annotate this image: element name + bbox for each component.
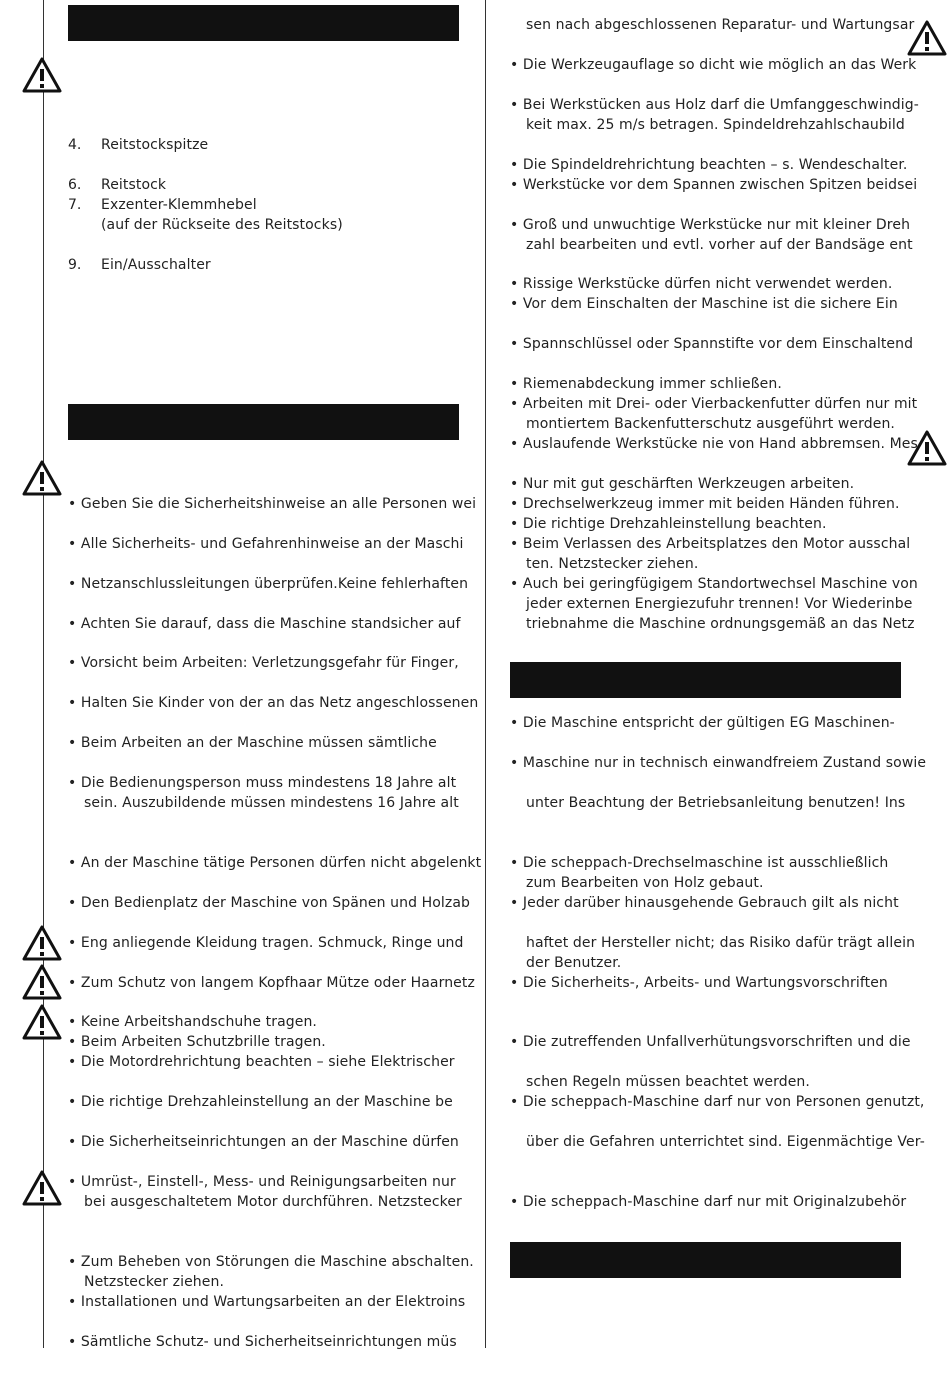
warning-icon	[22, 964, 62, 1000]
column-divider-rule	[485, 0, 486, 1348]
safety-line: • Beim Arbeiten Schutzbrille tragen.	[68, 1034, 326, 1050]
usage-line: • Die scheppach-Maschine darf nur von Personen genutzt,	[510, 1094, 925, 1110]
safety-line: • Beim Arbeiten an der Maschine müssen sämtliche	[68, 735, 437, 751]
part-number: 4.	[68, 137, 82, 153]
warning-icon	[22, 57, 62, 93]
safety-line: • Achten Sie darauf, dass die Maschine standsicher auf	[68, 616, 461, 632]
part-label: (auf der Rückseite des Reitstocks)	[101, 217, 343, 233]
safety-line: • Halten Sie Kinder von der an das Netz angeschlossenen	[68, 695, 479, 711]
part-label: Ein/Ausschalter	[101, 257, 211, 273]
part-label: Exzenter-Klemmhebel	[101, 197, 257, 213]
usage-line: • Die zutreffenden Unfallverhütungsvorschriften und die	[510, 1034, 911, 1050]
safety-line: • Spannschlüssel oder Spannstifte vor dem Einschaltend	[510, 336, 914, 352]
safety-line: • Rissige Werkstücke dürfen nicht verwendet werden.	[510, 276, 893, 292]
usage-line: der Benutzer.	[526, 955, 622, 971]
safety-line: • Drechselwerkzeug immer mit beiden Händen führen.	[510, 496, 900, 512]
usage-line: • Die scheppach-Maschine darf nur mit Originalzubehör	[510, 1194, 907, 1210]
safety-line: • Installationen und Wartungsarbeiten an der Elektroins	[68, 1294, 466, 1310]
section-header-bar	[510, 1242, 901, 1278]
usage-line: • Die Maschine entspricht der gültigen EG Maschinen-	[510, 715, 895, 731]
safety-line: • Riemenabdeckung immer schließen.	[510, 376, 782, 392]
safety-line: • Eng anliegende Kleidung tragen. Schmuck, Ringe und	[68, 935, 464, 951]
usage-line: • Die scheppach-Drechselmaschine ist ausschließlich	[510, 855, 889, 871]
warning-icon	[22, 460, 62, 496]
usage-line: • Die Sicherheits-, Arbeits- und Wartungsvorschriften	[510, 975, 888, 991]
safety-line: • Netzanschlussleitungen überprüfen.Keine fehlerhaften	[68, 576, 469, 592]
safety-line: • Zum Schutz von langem Kopfhaar Mütze oder Haarnetz	[68, 975, 475, 991]
safety-line: • Vorsicht beim Arbeiten: Verletzungsgefahr für Finger,	[68, 655, 459, 671]
safety-line: • Auslaufende Werkstücke nie von Hand abbremsen. Mes	[510, 436, 918, 452]
safety-line: Netzstecker ziehen.	[84, 1274, 225, 1290]
part-number: 9.	[68, 257, 82, 273]
warning-icon	[22, 1004, 62, 1040]
part-label: Reitstockspitze	[101, 137, 209, 153]
safety-line: bei ausgeschaltetem Motor durchführen. Netzstecker	[84, 1194, 462, 1210]
usage-line: haftet der Hersteller nicht; das Risiko dafür trägt allein	[526, 935, 916, 951]
safety-line: • Die Sicherheitseinrichtungen an der Maschine dürfen	[68, 1134, 459, 1150]
safety-line: • Alle Sicherheits- und Gefahrenhinweise an der Maschi	[68, 536, 464, 552]
safety-line: • Geben Sie die Sicherheitshinweise an alle Personen wei	[68, 496, 477, 512]
part-number: 6.	[68, 177, 82, 193]
part-number: 7.	[68, 197, 82, 213]
safety-line: • Vor dem Einschalten der Maschine ist die sichere Ein	[510, 296, 898, 312]
safety-line: sen nach abgeschlossenen Reparatur- und Wartungsar	[526, 17, 915, 33]
warning-icon	[22, 925, 62, 961]
safety-line: triebnahme die Maschine ordnungsgemäß an das Netz	[526, 616, 915, 632]
safety-line: • Arbeiten mit Drei- oder Vierbackenfutter dürfen nur mit	[510, 396, 918, 412]
section-header-bar	[68, 5, 459, 41]
usage-line: schen Regeln müssen beachtet werden.	[526, 1074, 810, 1090]
safety-line: • An der Maschine tätige Personen dürfen nicht abgelenkt	[68, 855, 482, 871]
safety-line: zahl bearbeiten und evtl. vorher auf der Bandsäge ent	[526, 237, 913, 253]
safety-line: • Zum Beheben von Störungen die Maschine abschalten.	[68, 1254, 474, 1270]
safety-line: ten. Netzstecker ziehen.	[526, 556, 699, 572]
safety-line: • Die Werkzeugauflage so dicht wie möglich an das Werk	[510, 57, 917, 73]
section-header-bar	[68, 404, 459, 440]
safety-line: sein. Auszubildende müssen mindestens 16 Jahre alt	[84, 795, 459, 811]
safety-line: montiertem Backenfutterschutz ausgeführt werden.	[526, 416, 895, 432]
safety-line: • Die Spindeldrehrichtung beachten – s. Wendeschalter.	[510, 157, 908, 173]
safety-line: • Die Bedienungsperson muss mindestens 18 Jahre alt	[68, 775, 457, 791]
safety-line: • Keine Arbeitshandschuhe tragen.	[68, 1014, 317, 1030]
safety-line: keit max. 25 m/s betragen. Spindeldrehzahlschaubild	[526, 117, 905, 133]
safety-line: • Groß und unwuchtige Werkstücke nur mit kleiner Dreh	[510, 217, 911, 233]
part-label: Reitstock	[101, 177, 167, 193]
usage-line: über die Gefahren unterrichtet sind. Eigenmächtige Ver-	[526, 1134, 925, 1150]
usage-line: zum Bearbeiten von Holz gebaut.	[526, 875, 764, 891]
safety-line: • Die Motordrehrichtung beachten – siehe Elektrischer	[68, 1054, 455, 1070]
usage-line: • Maschine nur in technisch einwandfreiem Zustand sowie	[510, 755, 927, 771]
safety-line: • Bei Werkstücken aus Holz darf die Umfanggeschwindig-	[510, 97, 919, 113]
safety-line: • Den Bedienplatz der Maschine von Spänen und Holzab	[68, 895, 471, 911]
left-margin-rule	[43, 0, 44, 1348]
safety-line: • Umrüst-, Einstell-, Mess- und Reinigungsarbeiten nur	[68, 1174, 456, 1190]
safety-line: • Beim Verlassen des Arbeitsplatzes den Motor ausschal	[510, 536, 911, 552]
safety-line: jeder externen Energiezufuhr trennen! Vor Wiederinbe	[526, 596, 913, 612]
safety-line: • Sämtliche Schutz- und Sicherheitseinrichtungen müs	[68, 1334, 457, 1350]
safety-line: • Die richtige Drehzahleinstellung beachten.	[510, 516, 827, 532]
section-header-bar	[510, 662, 901, 698]
warning-icon	[22, 1170, 62, 1206]
safety-line: • Auch bei geringfügigem Standortwechsel Maschine von	[510, 576, 918, 592]
usage-line: unter Beachtung der Betriebsanleitung benutzen! Ins	[526, 795, 906, 811]
safety-line: • Werkstücke vor dem Spannen zwischen Spitzen beidsei	[510, 177, 918, 193]
usage-line: • Jeder darüber hinausgehende Gebrauch gilt als nicht	[510, 895, 899, 911]
safety-line: • Nur mit gut geschärften Werkzeugen arbeiten.	[510, 476, 855, 492]
safety-line: • Die richtige Drehzahleinstellung an der Maschine be	[68, 1094, 453, 1110]
